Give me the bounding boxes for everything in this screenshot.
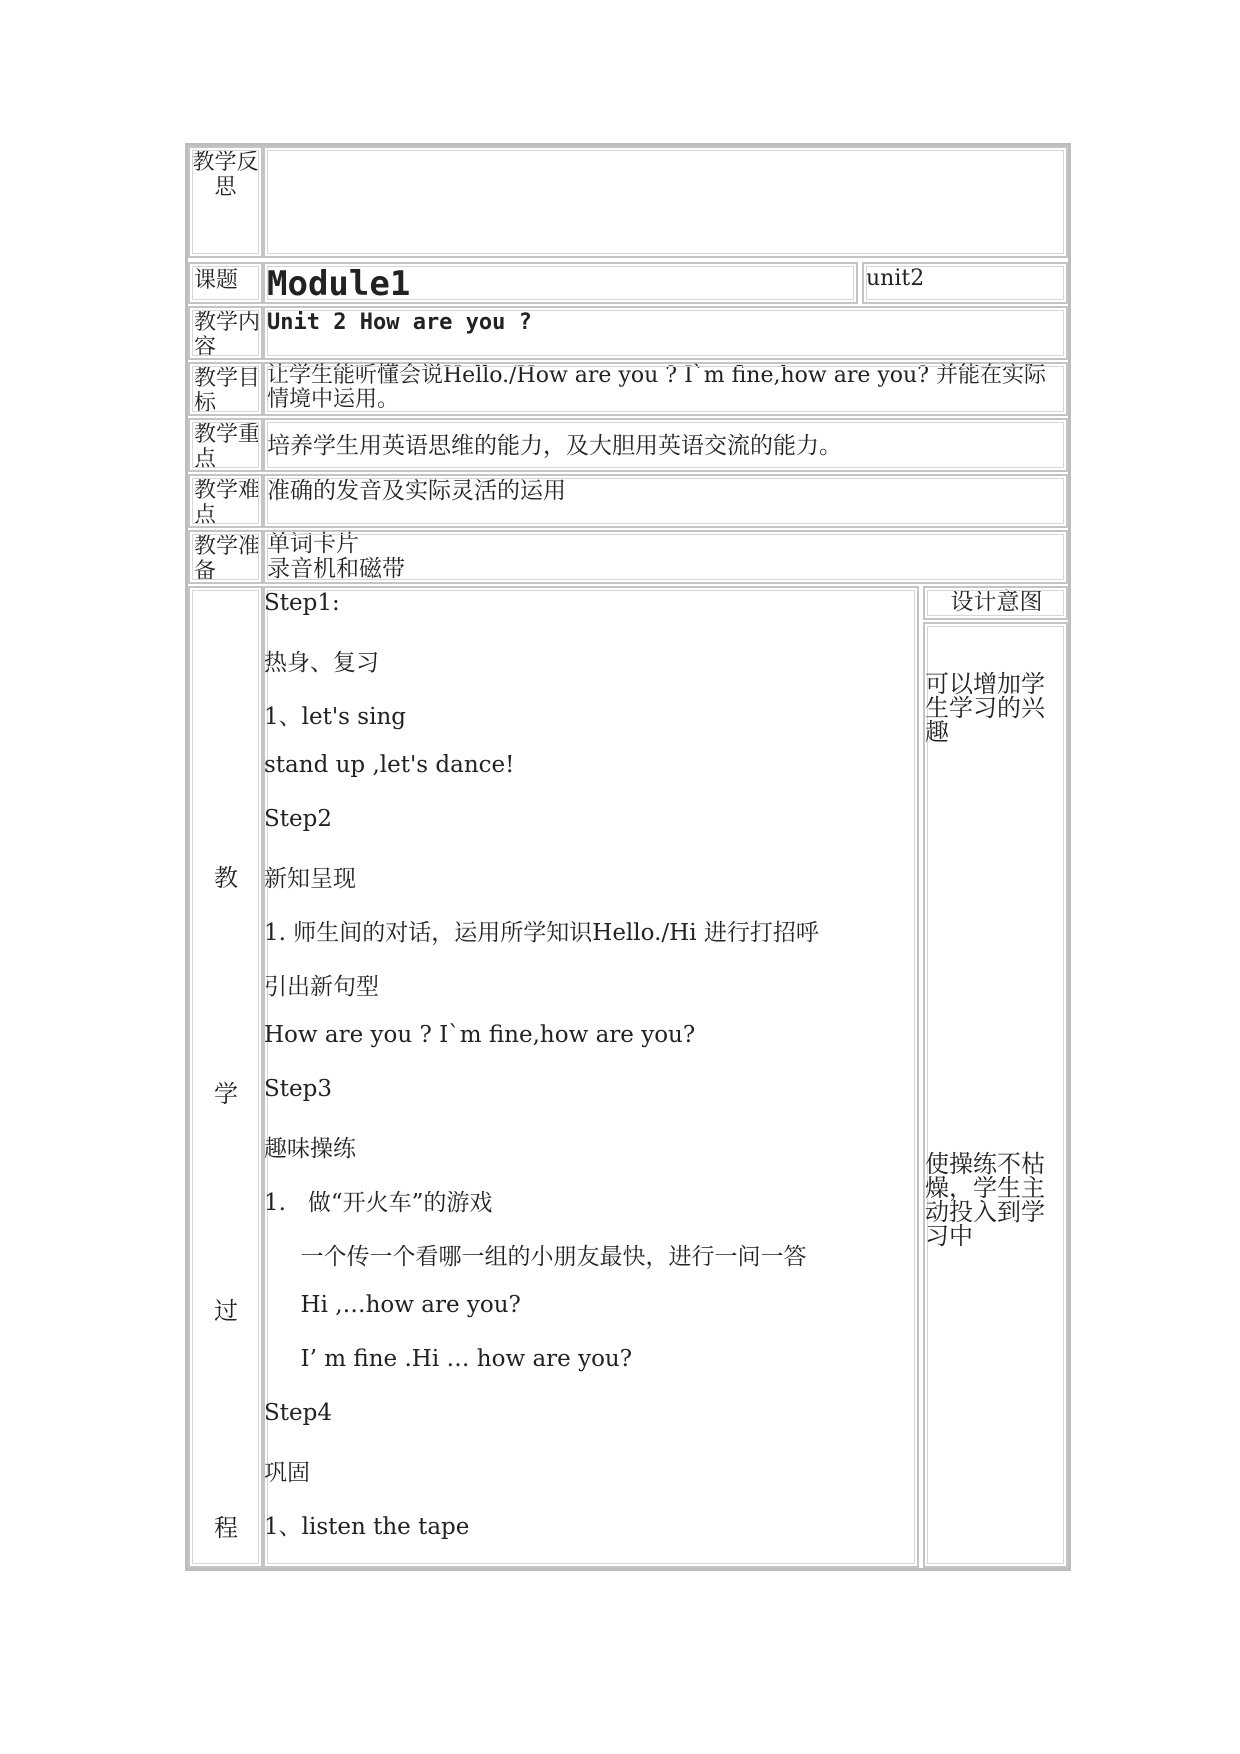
process-line: Step2	[264, 806, 332, 832]
process-line: 1、let's sing	[264, 704, 406, 730]
process-line: 一个传一个看哪一组的小朋友最快，进行一问一答	[264, 1244, 807, 1270]
process-label-char: 学	[214, 1080, 238, 1108]
process-line: Step3	[264, 1076, 332, 1102]
process-line: 热身、复习	[264, 650, 379, 676]
process-line: 1. 师生间的对话，运用所学知识Hello./Hi 进行打招呼	[264, 920, 819, 946]
key-points-label: 教学重点	[188, 418, 263, 472]
process-line: 1. 做“开火车”的游戏	[264, 1190, 493, 1216]
goal-value: 让学生能听懂会说Hello./How are you ? I`m fine,how are you? 并能在实际情境中运用。	[263, 362, 1068, 416]
topic-module: Module1	[263, 262, 858, 304]
process-line: stand up ,let's dance!	[264, 752, 515, 778]
design-note: 使操练不枯燥，学生主动投入到学习中	[925, 1150, 1045, 1250]
difficulties-value: 准确的发音及实际灵活的运用	[263, 474, 1068, 528]
preparation-line: 录音机和磁带	[267, 556, 405, 582]
process-line: 巩固	[264, 1460, 310, 1486]
topic-label: 课题	[188, 262, 263, 304]
process-label-char: 过	[214, 1297, 238, 1325]
design-note: 可以增加学生学习的兴趣	[925, 670, 1045, 746]
preparation-line: 单词卡片	[267, 531, 359, 557]
process-line: Step4	[264, 1400, 332, 1426]
reflection-label: 教学反思	[188, 146, 263, 258]
goal-label: 教学目标	[188, 362, 263, 416]
difficulties-label: 教学难点	[188, 474, 263, 528]
key-points-value: 培养学生用英语思维的能力，及大胆用英语交流的能力。	[263, 418, 1068, 472]
process-line: Step1:	[264, 590, 340, 616]
process-line: 引出新句型	[264, 974, 379, 1000]
process-label-char: 教	[214, 864, 238, 892]
reflection-value	[263, 146, 1068, 258]
topic-unit: unit2	[862, 262, 1068, 304]
content-label: 教学内容	[188, 306, 263, 360]
preparation-value	[263, 530, 1068, 584]
process-line: I’ m fine .Hi … how are you?	[264, 1346, 633, 1372]
process-line: How are you ? I`m fine,how are you?	[264, 1022, 696, 1048]
preparation-label: 教学准备	[188, 530, 263, 584]
design-notes-cell	[923, 622, 1068, 1568]
content-value: Unit 2 How are you ?	[263, 306, 1068, 360]
process-line: 趣味操练	[264, 1136, 356, 1162]
design-header: 设计意图	[923, 586, 1068, 620]
process-line: 1、listen the tape	[264, 1514, 470, 1540]
process-label-char: 程	[214, 1514, 238, 1542]
process-content-cell	[263, 586, 919, 1568]
process-line: Hi ,…how are you?	[264, 1292, 521, 1318]
process-line: 新知呈现	[264, 866, 356, 892]
